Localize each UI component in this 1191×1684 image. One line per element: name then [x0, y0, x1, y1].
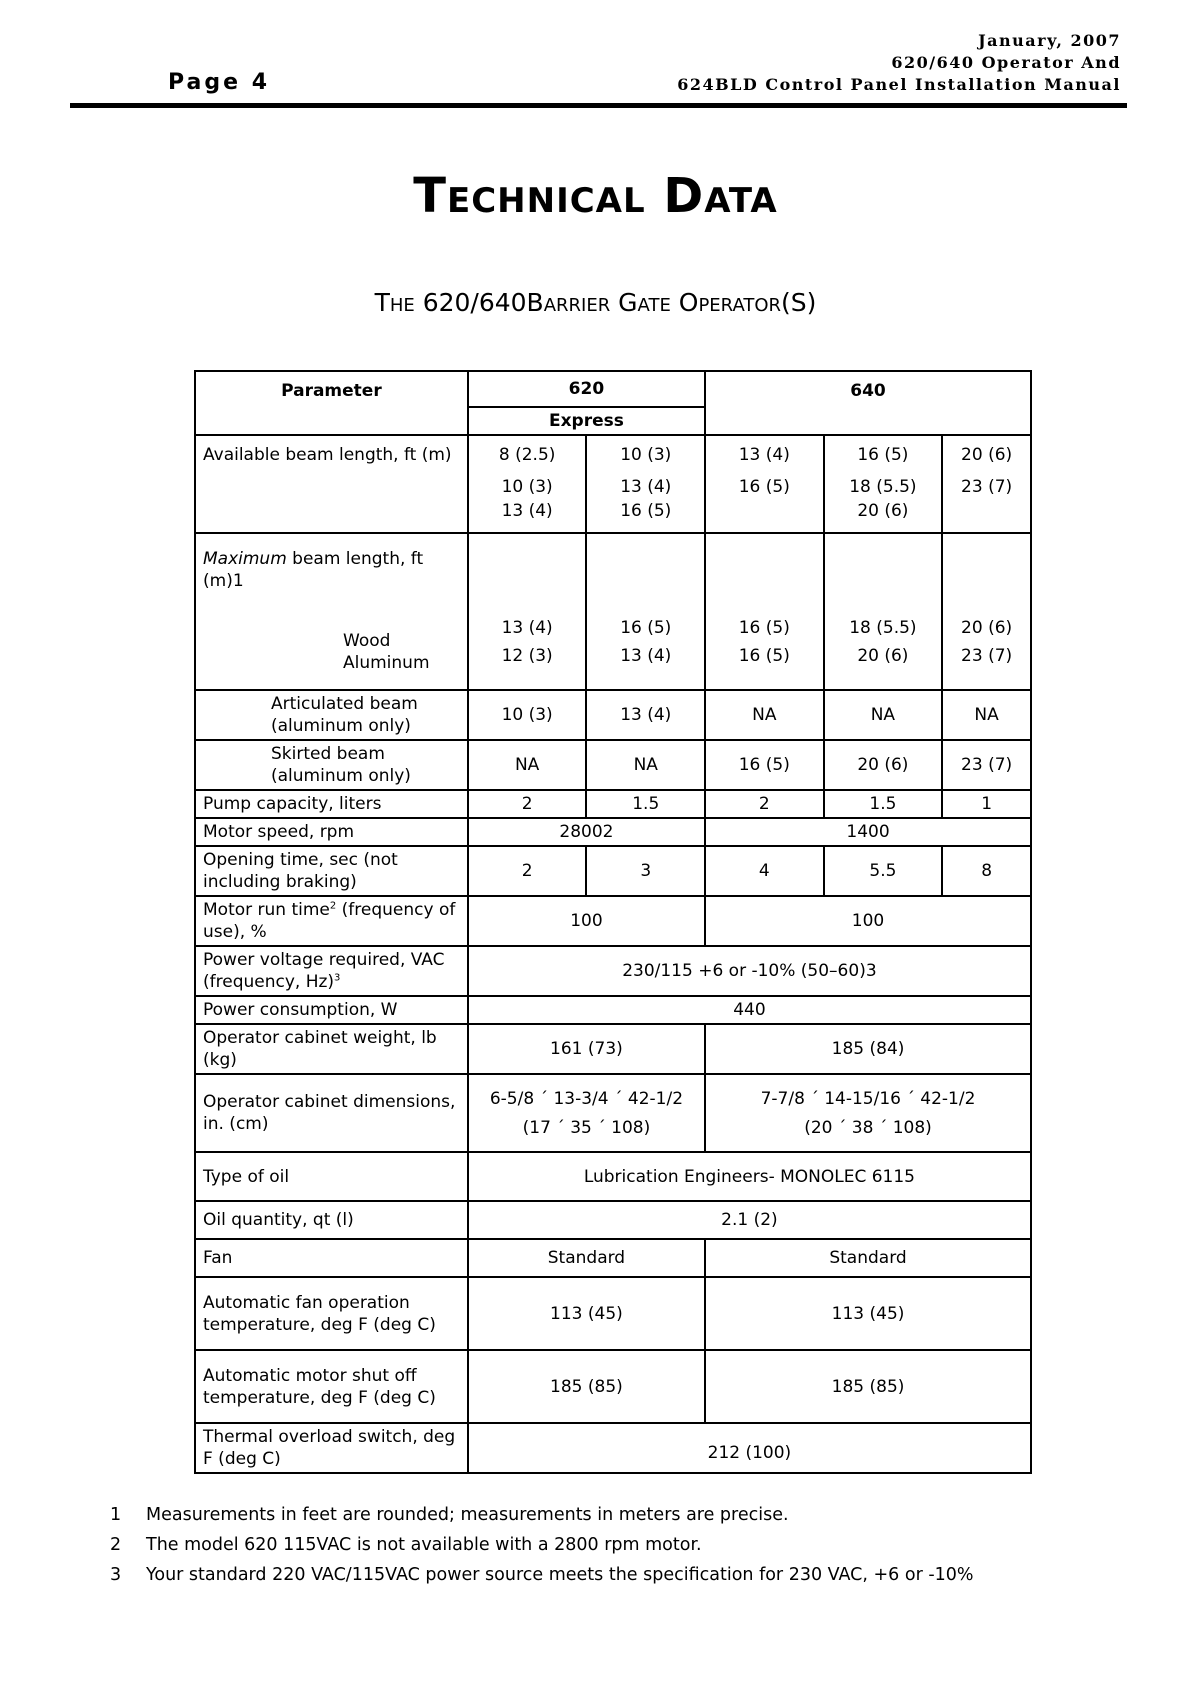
footnote-number: 1 — [110, 1505, 122, 1525]
table-row — [195, 1239, 1031, 1277]
header-620: 620 — [468, 371, 705, 407]
cell-empty — [195, 473, 468, 533]
row-label-skirted: Skirted beam (aluminum only) — [195, 740, 468, 790]
table-row — [195, 846, 1031, 896]
cell: 1 — [942, 790, 1031, 818]
cell: 2 — [705, 790, 824, 818]
footnote — [110, 1530, 974, 1560]
footnote-number: 3 — [110, 1565, 122, 1585]
row-label-auto-fan: Automatic fan operation temperature, deg F (deg C) — [195, 1277, 468, 1350]
row-label-articulated: Articulated beam (aluminum only) — [195, 690, 468, 740]
cell: 10 (3) — [468, 690, 587, 740]
cell: 10 (3) — [586, 435, 705, 473]
footnote-text: The model 620 115VAC is not available with a 2800 rpm motor. — [146, 1535, 702, 1555]
cell-line: 16 (5) — [738, 618, 790, 638]
table-row — [195, 1024, 1031, 1074]
cell: 1.5 — [824, 790, 943, 818]
row-label-pump: Pump capacity, liters — [195, 790, 468, 818]
cell: 23 (7) — [942, 740, 1031, 790]
header-rule — [70, 103, 1127, 108]
cell: 230/115 +6 or -10% (50–60)3 — [468, 946, 1031, 996]
cell: 212 (100) — [468, 1423, 1031, 1473]
cell-line: 18 (5.5) — [849, 618, 917, 638]
cell: 1400 — [705, 818, 1031, 846]
row-label-max-beam — [195, 533, 468, 690]
footnote-ref: 2 — [602, 822, 614, 842]
row-label-weight: Operator cabinet weight, lb (kg) — [195, 1024, 468, 1074]
cell — [705, 533, 824, 690]
row-label-voltage — [195, 946, 468, 996]
footnote-ref: 2 — [329, 900, 337, 912]
footnote-ref: 1 — [232, 571, 244, 591]
header-doc-line2: 624BLD Control Panel Installation Manual — [677, 75, 1121, 94]
table-row — [195, 690, 1031, 740]
footnote — [110, 1560, 974, 1590]
cell: NA — [468, 740, 587, 790]
table-row — [195, 1423, 1031, 1473]
page-subtitle: The 620/640Barrier Gate Operator(S) — [374, 288, 817, 317]
label-text: Motor run time — [203, 900, 330, 920]
cell: 113 (45) — [705, 1277, 1031, 1350]
footnote-number: 2 — [110, 1535, 122, 1555]
cell — [586, 473, 705, 533]
cell: 161 (73) — [468, 1024, 705, 1074]
page-number: Page 4 — [168, 70, 271, 95]
row-label-motor-run-time — [195, 896, 468, 946]
cell-line: 20 (6) — [857, 646, 909, 666]
cell-line: 23 (7) — [961, 477, 1013, 497]
cell: 100 — [468, 896, 705, 946]
cell-line: (17 ´ 35 ´ 108) — [522, 1117, 651, 1138]
cell: 185 (85) — [705, 1350, 1031, 1423]
footnote-text: Your standard 220 VAC/115VAC power source meets the specification for 230 VAC, +6 or -10% — [146, 1565, 974, 1585]
label-text: (frequency of use), % — [203, 900, 456, 942]
cell — [705, 1074, 1031, 1152]
table-row — [195, 896, 1031, 946]
cell-line: 6-5/8 ´ 13-3/4 ´ 42-1/2 — [489, 1088, 684, 1109]
cell: 8 (2.5) — [468, 435, 587, 473]
cell: 16 (5) — [824, 435, 943, 473]
row-label-thermal-overload: Thermal overload switch, deg F (deg C) — [195, 1423, 468, 1473]
row-label-oil-type: Type of oil — [195, 1152, 468, 1201]
cell: Lubrication Engineers- MONOLEC 6115 — [468, 1152, 1031, 1201]
cell-line: 7-7/8 ´ 14-15/16 ´ 42-1/2 — [760, 1088, 976, 1109]
header-express: Express — [468, 407, 705, 435]
technical-data-table — [194, 370, 1032, 1474]
cell-line: 12 (3) — [501, 646, 553, 666]
table-row — [195, 1350, 1031, 1423]
label-text: Power voltage required, VAC (frequency, Hz) — [203, 950, 445, 992]
footnote-text: Measurements in feet are rounded; measurements in meters are precise. — [146, 1505, 789, 1525]
cell-line: 23 (7) — [961, 646, 1013, 666]
table-row — [195, 790, 1031, 818]
cell-line: 13 (4) — [501, 501, 553, 521]
cell — [942, 533, 1031, 690]
table-row — [195, 473, 1031, 533]
row-label-motor-shutoff: Automatic motor shut off temperature, deg F (deg C) — [195, 1350, 468, 1423]
cell: 2.1 (2) — [468, 1201, 1031, 1239]
cell — [468, 1074, 705, 1152]
cell: 13 (4) — [586, 690, 705, 740]
cell: 20 (6) — [942, 435, 1031, 473]
cell: NA — [705, 690, 824, 740]
cell: 100 — [705, 896, 1031, 946]
cell — [942, 473, 1031, 533]
table-row — [195, 435, 1031, 473]
cell: Standard — [468, 1239, 705, 1277]
cell-line: 16 (5) — [620, 501, 672, 521]
cell: 185 (84) — [705, 1024, 1031, 1074]
cell — [586, 533, 705, 690]
label-aluminum: Aluminum — [343, 653, 430, 673]
page-title: Technical Data — [413, 168, 778, 224]
footnote — [110, 1500, 974, 1530]
cell: 2 — [468, 790, 587, 818]
cell-line: 18 (5.5) — [849, 477, 917, 497]
table-row — [195, 1201, 1031, 1239]
cell-line: 13 (4) — [620, 646, 672, 666]
table-row — [195, 1074, 1031, 1152]
cell: 2 — [468, 846, 587, 896]
cell-line: 10 (3) — [501, 477, 553, 497]
cell: 13 (4) — [705, 435, 824, 473]
cell: NA — [824, 690, 943, 740]
table-row — [195, 996, 1031, 1024]
cell-line: 20 (6) — [961, 618, 1013, 638]
document-header — [677, 30, 1121, 96]
cell-line: (20 ´ 38 ´ 108) — [804, 1117, 932, 1138]
cell-line: 16 (5) — [738, 646, 790, 666]
row-label-motor-speed: Motor speed, rpm — [195, 818, 468, 846]
table-row — [195, 740, 1031, 790]
table-row — [195, 533, 1031, 690]
row-label-beam-length: Available beam length, ft (m) — [195, 435, 468, 473]
row-label-fan: Fan — [195, 1239, 468, 1277]
cell: 440 — [468, 996, 1031, 1024]
cell: NA — [586, 740, 705, 790]
cell: 3 — [586, 846, 705, 896]
cell: NA — [942, 690, 1031, 740]
cell: 113 (45) — [468, 1277, 705, 1350]
table-header-row — [195, 371, 1031, 407]
table-row — [195, 1152, 1031, 1201]
label-wood: Wood — [343, 631, 391, 651]
table-row — [195, 1277, 1031, 1350]
cell-line: 20 (6) — [857, 501, 909, 521]
cell-line: 13 (4) — [501, 618, 553, 638]
cell — [468, 473, 587, 533]
cell: 4 — [705, 846, 824, 896]
cell: 185 (85) — [468, 1350, 705, 1423]
cell — [468, 818, 705, 846]
cell — [824, 533, 943, 690]
cell: 16 (5) — [705, 740, 824, 790]
cell-line: 16 (5) — [738, 477, 790, 497]
cell — [468, 533, 587, 690]
row-label-power: Power consumption, W — [195, 996, 468, 1024]
header-parameter: Parameter — [195, 371, 468, 435]
table-row — [195, 946, 1031, 996]
header-doc-line1: 620/640 Operator And — [891, 53, 1121, 72]
cell-line: 16 (5) — [620, 618, 672, 638]
header-640: 640 — [705, 371, 1031, 435]
cell: 5.5 — [824, 846, 943, 896]
cell-line: 13 (4) — [620, 477, 672, 497]
row-label-opening-time: Opening time, sec (not including braking) — [195, 846, 468, 896]
header-date: January, 2007 — [978, 31, 1121, 50]
label-text: beam length, ft (m) — [203, 549, 424, 591]
row-label-dimensions: Operator cabinet dimensions, in. (cm) — [195, 1074, 468, 1152]
cell: 1.5 — [586, 790, 705, 818]
cell: Standard — [705, 1239, 1031, 1277]
cell: 8 — [942, 846, 1031, 896]
cell — [705, 473, 824, 533]
cell: 20 (6) — [824, 740, 943, 790]
footnotes — [110, 1500, 974, 1590]
table-row — [195, 818, 1031, 846]
row-label-oil-quantity: Oil quantity, qt (l) — [195, 1201, 468, 1239]
cell-value: 2800 — [559, 822, 603, 842]
cell — [824, 473, 943, 533]
footnote-ref: 3 — [334, 972, 341, 984]
label-emphasis: Maximum — [203, 549, 287, 569]
